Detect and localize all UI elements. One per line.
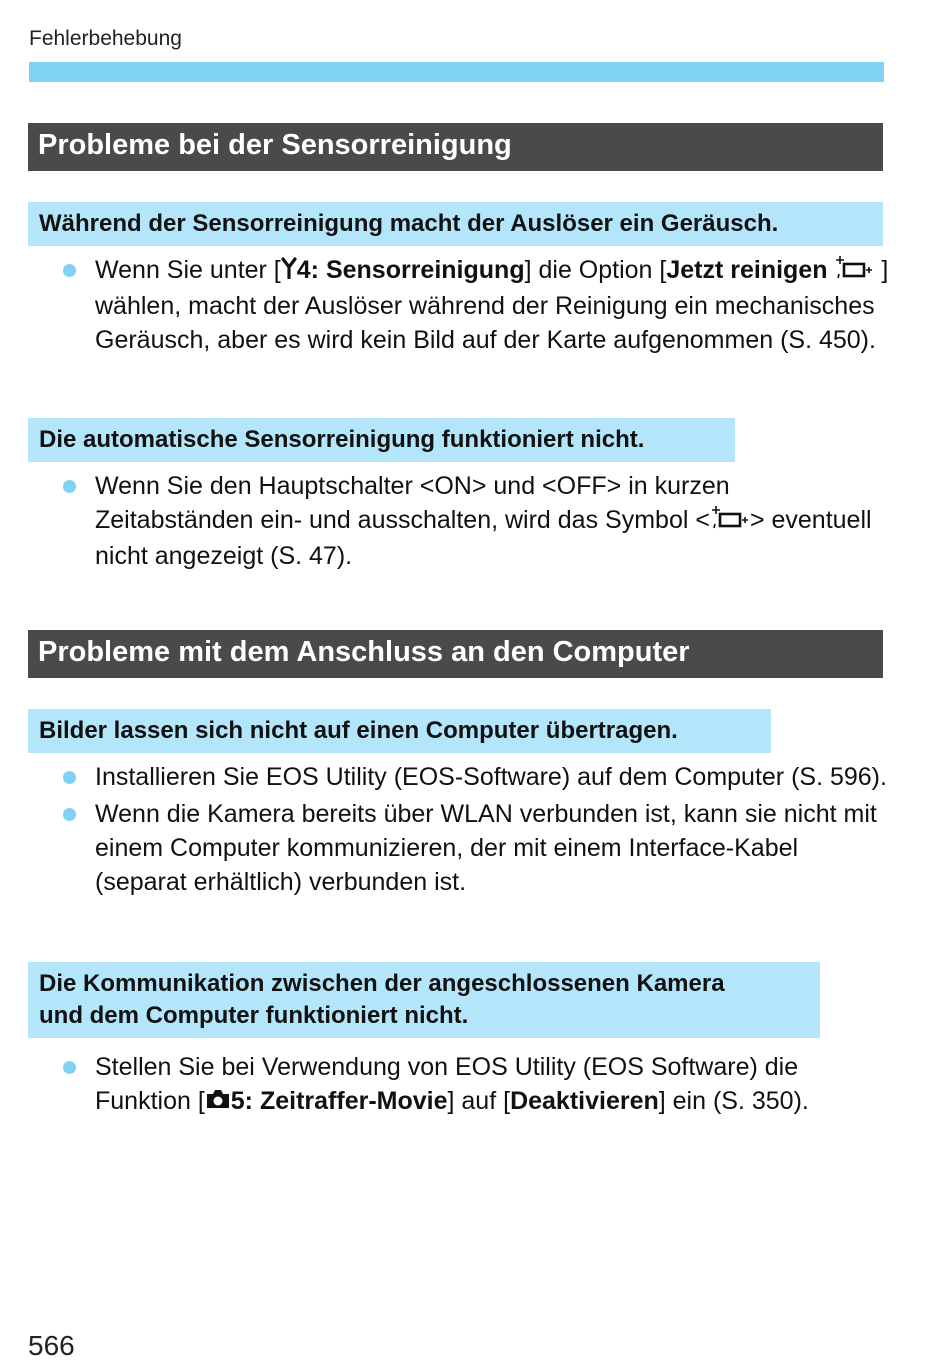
page-number: 566 <box>28 1330 75 1361</box>
list-item: Installieren Sie EOS Utility (EOS-Software) auf dem Computer (S. 596). <box>0 760 950 794</box>
bullet-dot <box>63 480 76 493</box>
running-head: Fehlerbehebung <box>29 27 182 50</box>
subheading-transfer-images: Bilder lassen sich nicht auf einen Computer übertragen. <box>28 709 771 753</box>
subheading-shutter-noise: Während der Sensorreinigung macht der Auslöser ein Geräusch. <box>28 202 883 246</box>
sensor-clean-icon <box>834 254 874 289</box>
section-title-sensor-cleaning: Probleme bei der Sensorreinigung <box>28 123 883 171</box>
bullet-list-transfer <box>0 760 950 902</box>
wrench-icon <box>281 254 297 288</box>
list-item: Wenn Sie unter [ 4: Sensorreinigung] die Option [Jetzt reinigen ] wählen, macht der Auslöser während der Reinigung ein mechanisches Geräusch, aber es wird kein Bild auf der Karte aufgenommen (S. 450). <box>0 253 950 357</box>
bullet-dot <box>63 264 76 277</box>
camera-icon <box>205 1085 231 1119</box>
bullet-dot <box>63 808 76 821</box>
subheading-auto-cleaning: Die automatische Sensorreinigung funktioniert nicht. <box>28 418 735 462</box>
header-bar <box>29 62 884 82</box>
bullet-dot <box>63 771 76 784</box>
list-item: Stellen Sie bei Verwendung von EOS Utility (EOS Software) die Funktion [ 5: Zeitraffer-Movie] auf [Deaktivieren] ein (S. 350). <box>0 1050 950 1119</box>
bullet-list-auto-cleaning <box>0 469 950 576</box>
bullet-dot <box>63 1061 76 1074</box>
bullet-list-communication <box>0 1050 950 1122</box>
list-item: Wenn Sie den Hauptschalter <ON> und <OFF> in kurzen Zeitabständen ein- und ausschalten, wird das Symbol < > eventuell nicht angezeigt (S. 47). <box>0 469 950 573</box>
bullet-list-shutter-noise <box>0 253 950 360</box>
on-label: ON <box>434 472 472 500</box>
off-label: OFF <box>556 472 607 500</box>
section-title-computer-connection: Probleme mit dem Anschluss an den Computer <box>28 630 883 678</box>
sensor-clean-icon <box>710 504 750 539</box>
subheading-communication: Die Kommunikation zwischen der angeschlossenen Kamera und dem Computer funktioniert nicht. <box>28 962 820 1038</box>
list-item: Wenn die Kamera bereits über WLAN verbunden ist, kann sie nicht mit einem Computer kommunizieren, der mit einem Interface-Kabel (separat erhältlich) verbunden ist. <box>0 797 950 899</box>
